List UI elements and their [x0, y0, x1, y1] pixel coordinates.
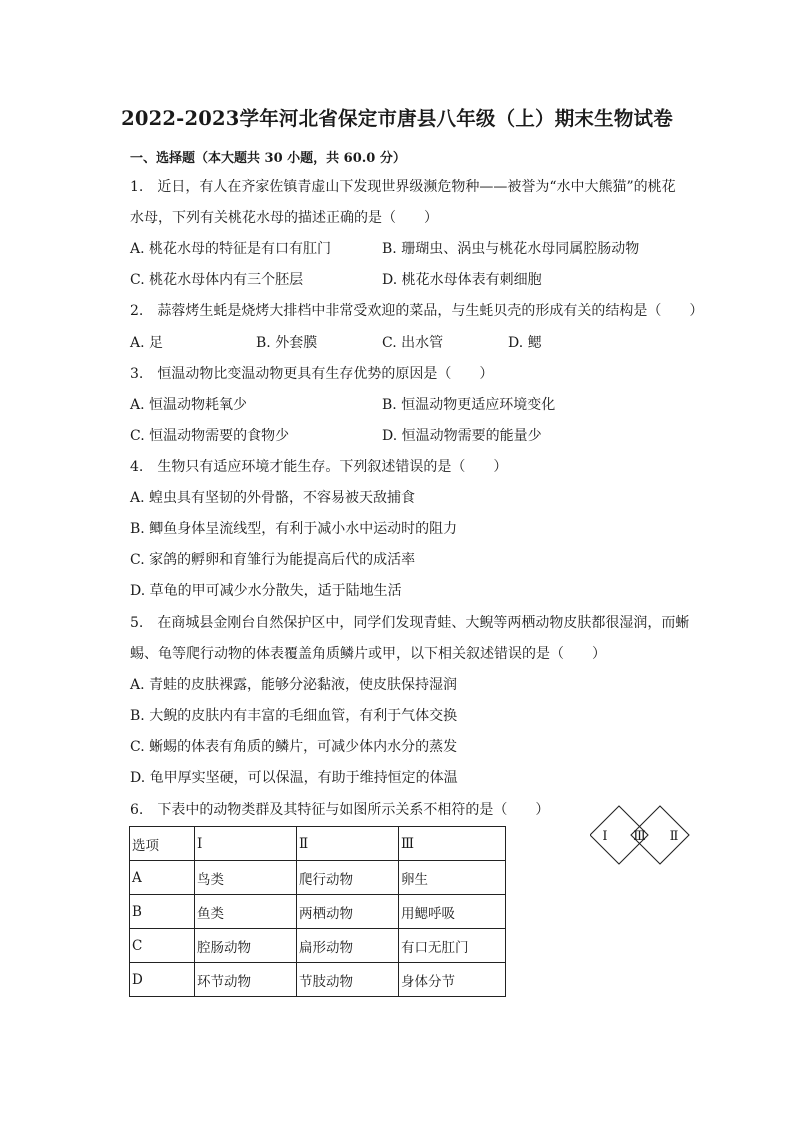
table-cell: 节肢动物 [297, 963, 399, 997]
question-1-stem-line-1: 1. 近日，有人在齐家佐镇青虚山下发现世界级濒危物种——被誉为“水中大熊猫”的桃花 [130, 179, 676, 195]
table-cell: 环节动物 [195, 963, 297, 997]
table-cell: C [130, 929, 195, 963]
table-cell: 鱼类 [195, 895, 297, 929]
question-5-stem-line-2: 蜴、龟等爬行动物的体表覆盖角质鳞片或甲，以下相关叙述错误的是（ ） [130, 646, 606, 662]
venn-label-left: Ⅰ [602, 829, 608, 844]
table-cell: 身体分节 [399, 963, 506, 997]
question-2-option-b: B. 外套膜 [256, 335, 318, 351]
question-5-option-b: B. 大鲵的皮肤内有丰富的毛细血管，有利于气体交换 [130, 708, 458, 724]
question-1-option-b: B. 珊瑚虫、涡虫与桃花水母同属腔肠动物 [382, 241, 640, 257]
question-2-option-d: D. 鳃 [508, 335, 542, 351]
table-cell: Ⅰ [195, 827, 297, 861]
table-row [130, 929, 506, 963]
question-5-option-c: C. 蜥蜴的体表有角质的鳞片，可减少体内水分的蒸发 [130, 739, 458, 755]
table-cell: 两栖动物 [297, 895, 399, 929]
question-5-option-d: D. 龟甲厚实坚硬，可以保温，有助于维持恒定的体温 [130, 770, 458, 786]
question-6-stem: 6. 下表中的动物类群及其特征与如图所示关系不相符的是（ ） [130, 802, 550, 818]
question-3-stem: 3. 恒温动物比变温动物更具有生存优势的原因是（ ） [130, 366, 494, 382]
question-2-stem: 2. 蒜蓉烤生蚝是烧烤大排档中非常受欢迎的菜品，与生蚝贝壳的形成有关的结构是（ ） [130, 303, 704, 319]
table-cell: 卵生 [399, 861, 506, 895]
table-cell: 有口无肛门 [399, 929, 506, 963]
question-3-option-a: A. 恒温动物耗氧少 [130, 397, 248, 413]
question-1-option-d: D. 桃花水母体表有刺细胞 [382, 272, 542, 288]
question-2-option-c: C. 出水管 [382, 335, 444, 351]
question-5-stem-line-1: 5. 在商城县金刚台自然保护区中，同学们发现青蛙、大鲵等两栖动物皮肤都很湿润，而蜥 [130, 615, 690, 631]
question-5-option-a: A. 青蛙的皮肤裸露，能够分泌黏液，使皮肤保持湿润 [130, 677, 458, 693]
table-cell: 爬行动物 [297, 861, 399, 895]
page-title: 2022-2023学年河北省保定市唐县八年级（上）期末生物试卷 [121, 107, 673, 130]
table-cell: Ⅲ [399, 827, 506, 861]
table-cell: A [130, 861, 195, 895]
question-3-option-c: C. 恒温动物需要的食物少 [130, 428, 290, 444]
table-cell: 腔肠动物 [195, 929, 297, 963]
question-2-option-a: A. 足 [130, 335, 164, 351]
table-cell: 鸟类 [195, 861, 297, 895]
question-4-option-a: A. 蝗虫具有坚韧的外骨骼，不容易被天敌捕食 [130, 490, 416, 506]
table-cell: Ⅱ [297, 827, 399, 861]
question-3-option-b: B. 恒温动物更适应环境变化 [382, 397, 556, 413]
question-3-option-d: D. 恒温动物需要的能量少 [382, 428, 542, 444]
question-1-stem-line-2: 水母，下列有关桃花水母的描述正确的是（ ） [130, 210, 438, 226]
section-heading: 一、选择题（本大题共 30 小题，共 60.0 分） [130, 151, 406, 166]
relationship-diagram [590, 804, 690, 866]
question-6-table [129, 826, 506, 997]
question-4-stem: 4. 生物只有适应环境才能生存。下列叙述错误的是（ ） [130, 459, 508, 475]
question-1-option-a: A. 桃花水母的特征是有口有肛门 [130, 241, 332, 257]
question-4-option-c: C. 家鸽的孵卵和育雏行为能提高后代的成活率 [130, 552, 416, 568]
table-cell: 扁形动物 [297, 929, 399, 963]
venn-label-right: Ⅱ [669, 829, 679, 844]
table-header-row [130, 827, 506, 861]
table-cell: 用鳃呼吸 [399, 895, 506, 929]
table-row [130, 895, 506, 929]
question-1-option-c: C. 桃花水母体内有三个胚层 [130, 272, 304, 288]
venn-label-middle: Ⅲ [633, 829, 646, 844]
table-cell: 选项 [130, 827, 195, 861]
table-row [130, 861, 506, 895]
table-cell: D [130, 963, 195, 997]
table-row [130, 963, 506, 997]
table-cell: B [130, 895, 195, 929]
question-4-option-b: B. 鲫鱼身体呈流线型，有利于减小水中运动时的阻力 [130, 521, 458, 537]
question-4-option-d: D. 草龟的甲可减少水分散失，适于陆地生活 [130, 583, 402, 599]
